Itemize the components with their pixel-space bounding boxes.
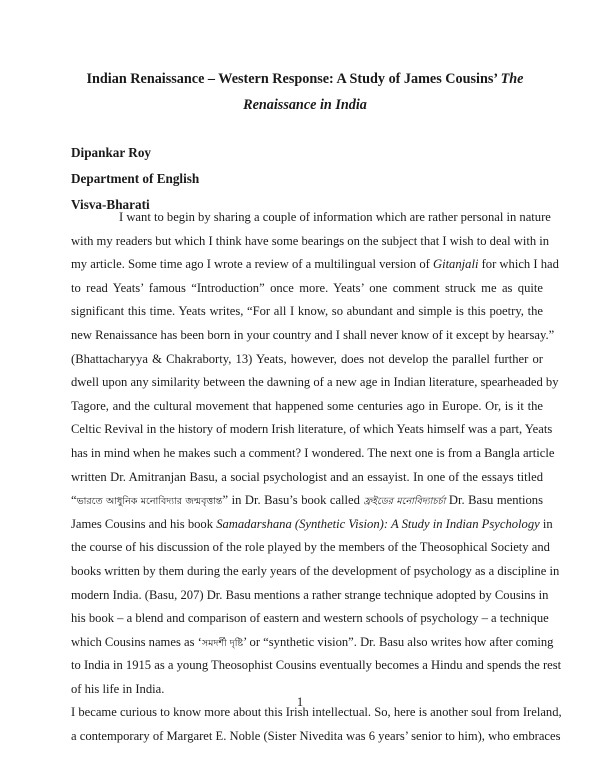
page-number: 1 (296, 695, 304, 709)
body-text (71, 206, 562, 749)
body-line: Tagore, and the cultural movement that happened some centuries ago in Europe. Or, is it the (71, 398, 543, 413)
body-line: I became curious to know more about this Irish intellectual. So, here is another soul from Ireland, (71, 705, 562, 720)
body-line: written Dr. Amitranjan Basu, a social psychologist and an essayist. In one of the essays titled (71, 469, 543, 484)
author-department: Department of English (71, 171, 200, 186)
body-line: books written by them during the early years of the development of psychology as a discipline in (71, 563, 560, 578)
body-line: with my readers but which I think have some bearings on the subject that I wish to deal with in (71, 233, 550, 248)
bangla-essay-title: ভারতে আধুনিক মনোবিদ্যার জন্মবৃত্তান্ত (76, 496, 223, 508)
body-line: modern India. (Basu, 207) Dr. Basu mentions a rather strange technique adopted by Cousins in (71, 587, 549, 602)
paper-title (60, 66, 550, 118)
samadarshana-book-title: Samadarshana (Synthetic Vision): A Study in Indian Psychology (216, 516, 540, 531)
author-name: Dipankar Roy (71, 145, 152, 160)
title-italic: The (500, 71, 524, 87)
body-line: a contemporary of Margaret E. Noble (Sister Nivedita was 6 years’ senior to him), who embraces (71, 729, 561, 744)
body-line: I want to begin by sharing a couple of information which are rather personal in nature (119, 210, 551, 224)
body-line: new Renaissance has been born in your country and I shall never know of it except by hearsay.” (71, 327, 555, 342)
body-line: my article. Some time ago I wrote a review of a multilingual version of Gitanjali for which I had (71, 257, 559, 272)
gitanjali-italic: Gitanjali (432, 257, 479, 272)
body-line: significant this time. Yeats writes, “For all I know, so abundant and simple is this poetry, the (71, 304, 543, 319)
author-institution: Visva-Bharati (71, 197, 150, 212)
bangla-book-title: ফ্রইডের মনোবিদ্যাচর্চা (363, 496, 446, 508)
body-line-bangla: “ভারতে আধুনিক মনোবিদ্যার জন্মবৃত্তান্ত” in Dr. Basu’s book called ফ্রইডের মনোবিদ্যাচর্চা Dr. Basu mentions (71, 493, 544, 508)
body-line: which Cousins names as ‘সমদর্শী দৃষ্টি’ or “synthetic vision”. Dr. Basu also writes how after coming (71, 634, 554, 649)
body-line: dwell upon any similarity between the dawning of a new age in Indian literature, spearheaded by (71, 375, 559, 390)
body-line: has in mind when he makes such a comment? I wondered. The next one is from a Bangla article (71, 445, 555, 460)
body-line: to read Yeats’ famous “Introduction” once more. Yeats’ one comment struck me as quite (71, 280, 543, 295)
body-line: of his life in India. (71, 681, 165, 696)
title-line-1: Indian Renaissance – Western Response: A Study of James Cousins’ The (86, 71, 524, 87)
bangla-term: সমদর্শী দৃষ্টি (201, 637, 244, 649)
body-line: (Bhattacharyya & Chakraborty, 13) Yeats, however, does not develop the parallel further or (71, 351, 543, 366)
body-line: to India in 1915 as a young Theosophist Cousins eventually becomes a Hindu and spends the rest (71, 658, 562, 673)
body-line: Celtic Revival in the history of modern Irish literature, of which Yeats himself was a part, Yeats (71, 422, 553, 437)
body-line: the course of his discussion of the role played by the members of the Theosophical Society and (71, 540, 550, 555)
body-line: his book – a blend and comparison of eastern and western schools of psychology – a technique (71, 611, 549, 626)
body-line: James Cousins and his book Samadarshana (Synthetic Vision): A Study in Indian Psychology in (71, 516, 553, 531)
title-line-2: Renaissance in India (243, 97, 367, 113)
